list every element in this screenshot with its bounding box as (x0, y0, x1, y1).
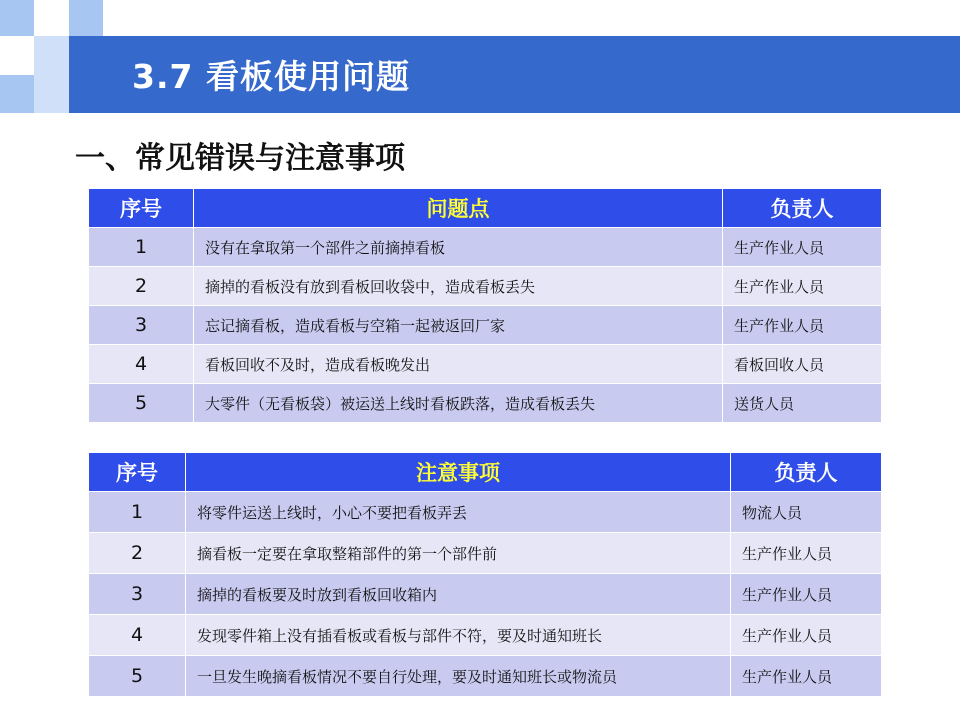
table-row (89, 228, 882, 267)
cell-precaution: 将零件运送上线时，小心不要把看板弄丢 (186, 492, 731, 533)
cell-owner: 生产作业人员 (723, 228, 882, 267)
table-header-row (89, 189, 882, 228)
section-title: 一、常见错误与注意事项 (75, 141, 405, 176)
cell-index: 5 (89, 384, 194, 423)
slide-title: 3.7 看板使用问题 (132, 57, 410, 96)
table-row (89, 267, 882, 306)
precautions-table (88, 452, 882, 697)
cell-index: 5 (89, 656, 186, 697)
cell-owner: 生产作业人员 (731, 533, 882, 574)
cell-precaution: 发现零件箱上没有插看板或看板与部件不符，要及时通知班长 (186, 615, 731, 656)
table-row (89, 656, 882, 697)
cell-problem: 大零件（无看板袋）被运送上线时看板跌落，造成看板丢失 (194, 384, 723, 423)
table-row (89, 574, 882, 615)
table-header-row (89, 453, 882, 492)
cell-owner: 生产作业人员 (731, 574, 882, 615)
cell-problem: 摘掉的看板没有放到看板回收袋中，造成看板丢失 (194, 267, 723, 306)
table-row (89, 384, 882, 423)
col-header-owner: 负责人 (731, 453, 882, 492)
cell-owner: 物流人员 (731, 492, 882, 533)
cell-owner: 看板回收人员 (723, 345, 882, 384)
decor-square (0, 0, 34, 36)
cell-owner: 生产作业人员 (723, 306, 882, 345)
cell-index: 4 (89, 615, 186, 656)
table-row (89, 533, 882, 574)
cell-index: 4 (89, 345, 194, 384)
col-header-precaution: 注意事项 (186, 453, 731, 492)
cell-owner: 生产作业人员 (731, 615, 882, 656)
col-header-owner: 负责人 (723, 189, 882, 228)
cell-index: 2 (89, 267, 194, 306)
decor-square (69, 0, 103, 36)
table-row (89, 345, 882, 384)
cell-index: 3 (89, 574, 186, 615)
cell-problem: 看板回收不及时，造成看板晚发出 (194, 345, 723, 384)
cell-index: 1 (89, 492, 186, 533)
cell-precaution: 摘看板一定要在拿取整箱部件的第一个部件前 (186, 533, 731, 574)
table-row (89, 615, 882, 656)
table-row (89, 306, 882, 345)
header-bar (69, 36, 960, 113)
col-header-index: 序号 (89, 189, 194, 228)
decor-square (34, 75, 69, 113)
problems-table (88, 188, 882, 423)
cell-owner: 送货人员 (723, 384, 882, 423)
cell-problem: 没有在拿取第一个部件之前摘掉看板 (194, 228, 723, 267)
cell-problem: 忘记摘看板，造成看板与空箱一起被返回厂家 (194, 306, 723, 345)
cell-precaution: 摘掉的看板要及时放到看板回收箱内 (186, 574, 731, 615)
cell-index: 3 (89, 306, 194, 345)
table-row (89, 492, 882, 533)
cell-owner: 生产作业人员 (723, 267, 882, 306)
cell-precaution: 一旦发生晚摘看板情况不要自行处理，要及时通知班长或物流员 (186, 656, 731, 697)
decor-square (0, 75, 34, 113)
decor-square (34, 36, 69, 75)
cell-index: 1 (89, 228, 194, 267)
cell-owner: 生产作业人员 (731, 656, 882, 697)
cell-index: 2 (89, 533, 186, 574)
col-header-problem: 问题点 (194, 189, 723, 228)
col-header-index: 序号 (89, 453, 186, 492)
